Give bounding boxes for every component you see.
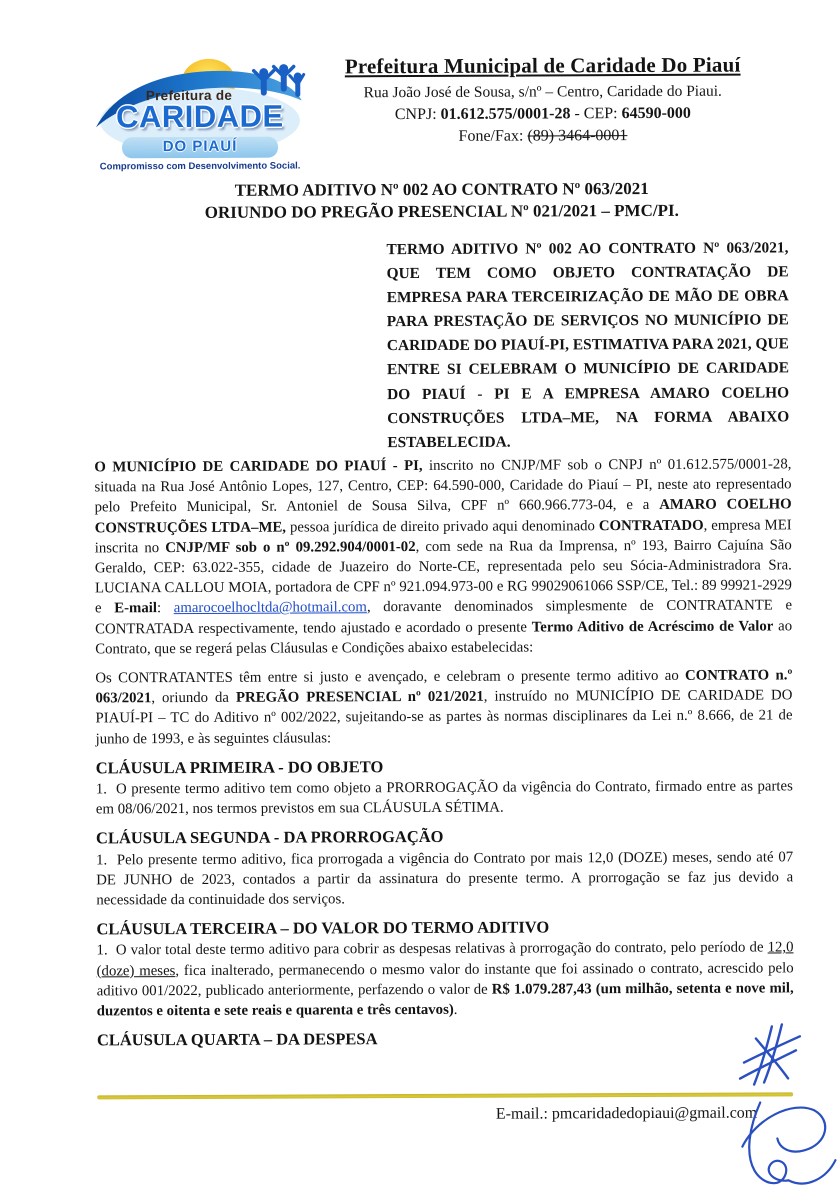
- logo-prefeitura-de: Prefeitura de: [145, 87, 233, 104]
- text-segment: ao Contrato, que se regerá pelas Cláusulas e Condições abaixo estabelecidas:: [95, 617, 793, 658]
- text-segment: CNJP/MF sob o nº 09.292.904/0001-02: [165, 538, 416, 556]
- text-segment: AMARO COELHO CONSTRUÇÕES LTDA–ME,: [94, 496, 792, 537]
- text-segment: :: [156, 600, 174, 617]
- org-cnpj-line: [310, 104, 776, 124]
- text-segment: E-mail: [114, 600, 158, 617]
- clause-3-heading: [96, 917, 793, 940]
- document-title: [93, 177, 790, 224]
- org-address: Rua João José de Sousa, s/nº – Centro, Caridade do Piaui.: [363, 82, 722, 102]
- letterhead: [310, 52, 776, 146]
- text-segment: inscrito no CNJP/MF sob o CNPJ nº 01.612.575/0001-28, situada na Rua José Antônio Lopes, 127, Centro, CEP: 64.590-000, Caridade do Piauí – PI, neste ato representado pelo Prefeito Municipal, Sr. Antoniel de Sousa Silva, CPF nº 660.966.773-04, e a: [94, 456, 792, 516]
- agreement-recital: [95, 665, 792, 749]
- text-segment: CLÁUSULA PRIMEIRA - DO OBJETO: [95, 756, 384, 778]
- text-segment: CLÁUSULA QUARTA – DA DESPESA: [96, 1029, 378, 1050]
- org-name: Prefeitura Municipal de Caridade Do Piauí: [344, 52, 741, 79]
- logo-do-piaui: DO PIAUÍ: [162, 137, 238, 156]
- document-title-line2: ORIUNDO DO PREGÃO PRESENCIAL Nº 021/2021 – PMC/PI.: [204, 200, 679, 222]
- cep-label: - CEP:: [570, 105, 622, 123]
- text-segment: 1. O valor total deste termo aditivo para cobrir as despesas relativas à prorrogação do contrato, pelo período de: [96, 939, 768, 959]
- text-segment: O MUNICÍPIO DE CARIDADE DO PIAUÍ - PI,: [94, 457, 430, 476]
- document-title-line1: TERMO ADITIVO Nº 002 AO CONTRATO Nº 063/2021: [234, 178, 649, 200]
- text-segment: PREGÃO PRESENCIAL nº 021/2021: [235, 688, 484, 707]
- clause-2-text: [96, 847, 793, 911]
- text-segment: , empresa MEI inscrita no: [94, 516, 792, 557]
- fone-label: Fone/Fax:: [458, 127, 528, 145]
- cnpj-label: CNPJ:: [394, 105, 441, 124]
- text-segment: , com sede na Rua da Imprensa, nº 193, Bairro Cajuína São Geraldo, CEP: 63.022-355, cidade de Juazeiro do Norte-CE, representada pelo seu Sócia-Administradora Sra. LUCIANA CALLOU MOIA, portadora de CPF nº 921.094.973-00 e RG 99029061066 SSP/CE, Tel.: 89 99921-2929 e: [94, 537, 792, 617]
- pen-mark-hash: [734, 1020, 806, 1098]
- text-segment: Termo Aditivo de Acréscimo de Valor: [531, 618, 774, 636]
- cep-value: 64590-000: [621, 104, 691, 123]
- document-body: [94, 454, 794, 1052]
- logo-caridade: CARIDADE: [115, 98, 284, 135]
- text-segment: CONTRATO n.º 063/2021: [95, 667, 793, 707]
- fone-value: (89) 3464-0001: [527, 127, 628, 145]
- logo-tagline: Compromisso com Desenvolvimento Social.: [99, 160, 301, 173]
- org-fone-line: [310, 126, 776, 146]
- municipality-logo: [94, 58, 306, 171]
- footer-rule: [97, 1092, 793, 1099]
- text-segment: CLÁUSULA SEGUNDA - DA PRORROGAÇÃO: [95, 827, 444, 848]
- clause-4-heading: [97, 1028, 794, 1051]
- clause-3-text: [96, 938, 793, 1022]
- text-segment: , instruído no MUNICÍPIO DE CARIDADE DO PIAUÍ-PI – TC do Aditivo nº 002/2022, sujeitando-se as partes às normas disciplinares da Lei n.º 8.666, de 21 de junho de 1993, e às seguintes cláusulas:: [95, 687, 793, 748]
- preamble: TERMO ADITIVO Nº 002 AO CONTRATO Nº 063/2021, QUE TEM COMO OBJETO CONTRATAÇÃO DE EMPRESA PARA TERCEIRIZAÇÃO DE MÃO DE OBRA PARA PRESTAÇÃO DE SERVIÇOS NO MUNICÍPIO DE CARIDADE DO PIAUÍ-PI, ESTIMATIVA PARA 2021, QUE ENTRE SI CELEBRAM O MUNICÍPIO DE CARIDADE DO PIAUÍ - PI E A EMPRESA AMARO COELHO CONSTRUÇÕES LTDA–ME, NA FORMA ABAIXO ESTABELECIDA.: [386, 239, 790, 451]
- pen-signature: [730, 1096, 837, 1198]
- text-segment: CONTRATADO: [598, 517, 704, 534]
- text-segment: 1. O presente termo aditivo tem como objeto a PRORROGAÇÃO da vigência do Contrato, firmado entre as partes em 08/06/2021, nos termos previstos em sua CLÁUSULA SÉTIMA.: [95, 778, 793, 818]
- text-segment: Os CONTRATANTES têm entre si justo e avençado, e celebram o presente termo aditivo ao: [95, 667, 686, 687]
- text-segment: 12,0 (doze) meses: [96, 939, 794, 980]
- text-segment: .: [453, 1001, 458, 1018]
- inline-email-link: amarocoelhocltda@hotmail.com: [173, 599, 367, 617]
- text-segment: pessoa jurídica de direito privado aqui denominado: [289, 517, 599, 536]
- text-segment: , doravante denominados simplesmente de CONTRATANTE e CONTRATADA respectivamente, tendo ajustado e acordado o presente: [95, 597, 793, 638]
- clause-1-heading: [96, 755, 793, 778]
- cnpj-value: 01.612.575/0001-28: [440, 105, 571, 123]
- text-segment: , fica inalterado, permanecendo o mesmo valor do instante que foi assinado o contrato, acrescido pelo aditivo 001/2022, publicado anteriormente, perfazendo o valor de: [96, 960, 794, 1000]
- clause-2-heading: [96, 826, 793, 849]
- text-segment: CLÁUSULA TERCEIRA – DO VALOR DO TERMO ADITIVO: [96, 917, 550, 939]
- clause-1-text: [96, 776, 793, 819]
- text-segment: 1. Pelo presente termo aditivo, fica prorrogada a vigência do Contrato por mais 12,0 (DOZE) meses, sendo até 07 DE JUNHO de 2023, contados a partir da assinatura do presente termo. A prorrogação se faz jus devido a necessidade da continuidade dos serviços.: [96, 849, 794, 909]
- party-identification: [94, 454, 792, 659]
- text-segment: R$ 1.079.287,43 (um milhão, setenta e nove mil, duzentos e oitenta e sete reais e quarenta e três centavos): [96, 980, 794, 1020]
- footer-email: E-mail.: pmcaridadedopiaui@gmail.com: [495, 1104, 758, 1123]
- text-segment: , oriundo da: [151, 690, 237, 707]
